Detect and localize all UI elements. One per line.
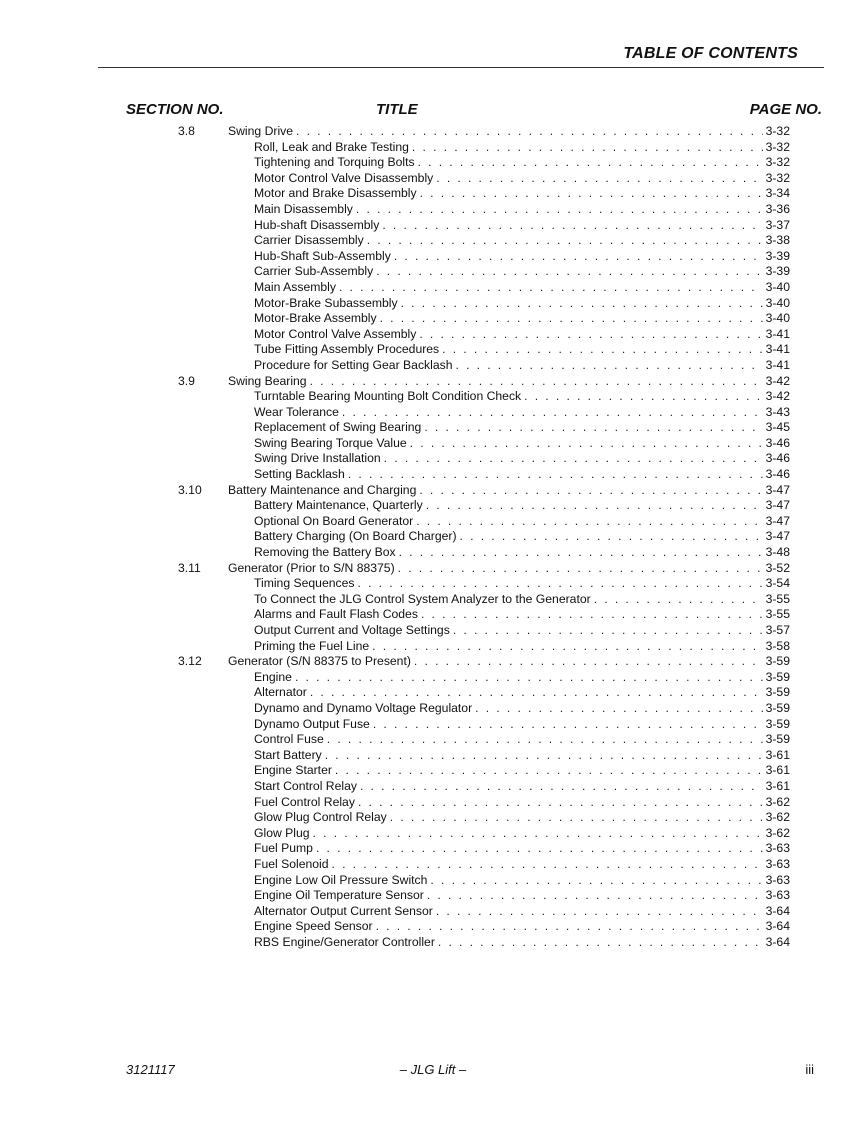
toc-page-number[interactable]: 3-64 (765, 934, 790, 949)
toc-entry[interactable] (0, 358, 866, 374)
toc-entry[interactable] (0, 483, 866, 499)
toc-entry-title[interactable]: Swing Drive Installation (254, 451, 381, 466)
toc-page-number[interactable]: 3-63 (765, 872, 790, 887)
toc-entry-title[interactable]: Wear Tolerance (254, 404, 339, 419)
toc-entry-title[interactable]: Tube Fitting Assembly Procedures (254, 342, 440, 357)
toc-entry[interactable] (0, 919, 866, 935)
toc-entry-title[interactable]: Replacement of Swing Bearing (254, 420, 422, 435)
toc-page-number[interactable]: 3-42 (765, 373, 790, 388)
toc-leader-line (254, 873, 790, 889)
toc-leader-line (228, 654, 790, 670)
toc-leader-line (254, 202, 790, 218)
toc-entry[interactable] (0, 748, 866, 764)
toc-entry-title[interactable]: Main Assembly (254, 279, 336, 294)
toc-page-number[interactable]: 3-48 (765, 545, 790, 560)
dot-leader (456, 358, 763, 374)
toc-entry[interactable] (0, 779, 866, 795)
toc-entry[interactable] (0, 374, 866, 390)
toc-entry-title[interactable]: Engine Starter (254, 763, 332, 778)
toc-leader-line (254, 545, 790, 561)
dot-leader (335, 763, 763, 779)
toc-entry-title[interactable]: Start Battery (254, 747, 322, 762)
toc-section-number: 3.12 (178, 654, 202, 669)
toc-entry-title[interactable]: RBS Engine/Generator Controller (254, 934, 435, 949)
toc-entry[interactable] (0, 717, 866, 733)
toc-leader-line (254, 311, 790, 327)
dot-leader (436, 904, 763, 920)
toc-entry[interactable] (0, 670, 866, 686)
toc-leader-line (254, 358, 790, 374)
dot-leader (410, 436, 763, 452)
toc-entry[interactable] (0, 826, 866, 842)
toc-page-number[interactable]: 3-41 (765, 326, 790, 341)
dot-leader (376, 264, 762, 280)
toc-leader-line (254, 233, 790, 249)
dot-leader (310, 685, 763, 701)
toc-leader-line (254, 514, 790, 530)
toc-entry-title[interactable]: Optional On Board Generator (254, 513, 414, 528)
toc-entry[interactable] (0, 935, 866, 951)
toc-entry[interactable] (0, 124, 866, 140)
dot-leader (416, 514, 762, 530)
dot-leader (356, 202, 763, 218)
column-header-section: SECTION NO. (126, 101, 224, 118)
dot-leader (594, 592, 763, 608)
toc-page-number[interactable]: 3-64 (765, 903, 790, 918)
dot-leader (427, 888, 763, 904)
toc-entry-title[interactable]: Fuel Pump (254, 841, 313, 856)
toc-page-number[interactable]: 3-63 (765, 888, 790, 903)
toc-entry[interactable] (0, 342, 866, 358)
toc-leader-line (254, 623, 790, 639)
toc-entry[interactable] (0, 420, 866, 436)
toc-entry[interactable] (0, 904, 866, 920)
toc-leader-line (254, 342, 790, 358)
toc-page-number[interactable]: 3-64 (765, 919, 790, 934)
toc-entry-title[interactable]: Start Control Relay (254, 778, 357, 793)
toc-leader-line (254, 405, 790, 421)
toc-page-number[interactable]: 3-39 (765, 248, 790, 263)
toc-page-number[interactable]: 3-42 (765, 389, 790, 404)
toc-entry[interactable] (0, 639, 866, 655)
table-of-contents (0, 124, 866, 950)
toc-page-number[interactable]: 3-46 (765, 467, 790, 482)
dot-leader (358, 795, 763, 811)
toc-page-number[interactable]: 3-40 (765, 279, 790, 294)
toc-leader-line (254, 186, 790, 202)
toc-page-number[interactable]: 3-55 (765, 591, 790, 606)
toc-leader-line (254, 639, 790, 655)
toc-entry[interactable] (0, 607, 866, 623)
toc-page-number[interactable]: 3-32 (765, 139, 790, 154)
toc-entry[interactable] (0, 561, 866, 577)
toc-entry-title[interactable]: Hub-Shaft Sub-Assembly (254, 248, 391, 263)
dot-leader (382, 218, 762, 234)
toc-page-number[interactable]: 3-47 (765, 482, 790, 497)
dot-leader (332, 857, 763, 873)
dot-leader (372, 639, 762, 655)
toc-page-number[interactable]: 3-32 (765, 170, 790, 185)
toc-entry-title[interactable]: Generator (S/N 88375 to Present) (228, 654, 411, 669)
toc-entry[interactable] (0, 888, 866, 904)
toc-leader-line (254, 685, 790, 701)
toc-page-number[interactable]: 3-32 (765, 124, 790, 138)
toc-entry-title[interactable]: Engine Speed Sensor (254, 919, 373, 934)
toc-page-number[interactable]: 3-41 (765, 342, 790, 357)
dot-leader (426, 498, 763, 514)
toc-entry-title[interactable]: Motor Control Valve Assembly (254, 326, 417, 341)
toc-leader-line (254, 529, 790, 545)
dot-leader (325, 748, 763, 764)
toc-page-number[interactable]: 3-45 (765, 420, 790, 435)
toc-entry-title[interactable]: Engine Low Oil Pressure Switch (254, 872, 428, 887)
toc-entry-title[interactable]: Battery Maintenance and Charging (228, 482, 417, 497)
toc-entry-title[interactable]: Battery Maintenance, Quarterly (254, 498, 423, 513)
toc-entry[interactable] (0, 810, 866, 826)
toc-page-number[interactable]: 3-59 (765, 685, 790, 700)
toc-page-number[interactable]: 3-62 (765, 810, 790, 825)
toc-entry-title[interactable]: Dynamo and Dynamo Voltage Regulator (254, 700, 473, 715)
toc-entry[interactable] (0, 701, 866, 717)
toc-leader-line (254, 810, 790, 826)
dot-leader (348, 467, 763, 483)
dot-leader (453, 623, 763, 639)
page-header-title: TABLE OF CONTENTS (623, 45, 798, 62)
toc-page-number[interactable]: 3-40 (765, 295, 790, 310)
toc-entry-title[interactable]: Priming the Fuel Line (254, 638, 370, 653)
dot-leader (339, 280, 763, 296)
dot-leader (373, 717, 763, 733)
toc-page-number[interactable]: 3-61 (765, 778, 790, 793)
dot-leader (376, 919, 763, 935)
toc-entry[interactable] (0, 155, 866, 171)
toc-page-number[interactable]: 3-34 (765, 186, 790, 201)
dot-leader (420, 186, 763, 202)
toc-entry[interactable] (0, 498, 866, 514)
dot-leader (316, 841, 763, 857)
toc-entry[interactable] (0, 451, 866, 467)
toc-page-number[interactable]: 3-46 (765, 435, 790, 450)
toc-entry[interactable] (0, 873, 866, 889)
toc-page-number[interactable]: 3-47 (765, 498, 790, 513)
dot-leader (412, 140, 763, 156)
toc-leader-line (254, 904, 790, 920)
toc-entry[interactable] (0, 296, 866, 312)
toc-page-number[interactable]: 3-55 (765, 607, 790, 622)
toc-entry-title[interactable]: Alternator Output Current Sensor (254, 903, 433, 918)
toc-leader-line (254, 763, 790, 779)
toc-entry-title[interactable]: Carrier Disassembly (254, 233, 364, 248)
toc-leader-line (254, 732, 790, 748)
toc-entry-title[interactable]: To Connect the JLG Control System Analyzer to the Generator (254, 591, 591, 606)
toc-leader-line (254, 748, 790, 764)
toc-leader-line (254, 140, 790, 156)
dot-leader (342, 405, 763, 421)
toc-leader-line (254, 935, 790, 951)
toc-entry[interactable] (0, 857, 866, 873)
dot-leader (310, 374, 763, 390)
toc-leader-line (254, 779, 790, 795)
toc-entry-title[interactable]: Output Current and Voltage Settings (254, 623, 450, 637)
toc-entry[interactable] (0, 685, 866, 701)
toc-leader-line (254, 857, 790, 873)
toc-page-number[interactable]: 3-47 (765, 513, 790, 528)
dot-leader (380, 311, 763, 327)
toc-leader-line (254, 327, 790, 343)
toc-entry[interactable] (0, 233, 866, 249)
toc-page-number[interactable]: 3-62 (765, 794, 790, 809)
dot-leader (358, 576, 763, 592)
toc-entry-title[interactable]: Motor and Brake Disassembly (254, 186, 417, 201)
toc-entry-title[interactable]: Swing Bearing Torque Value (254, 435, 407, 450)
toc-entry[interactable] (0, 763, 866, 779)
toc-page-number[interactable]: 3-59 (765, 654, 790, 669)
toc-entry-title[interactable]: Tightening and Torquing Bolts (254, 155, 415, 170)
dot-leader (419, 327, 762, 343)
dot-leader (394, 249, 763, 265)
toc-leader-line (254, 171, 790, 187)
dot-leader (296, 124, 763, 140)
toc-entry-title[interactable]: Roll, Leak and Brake Testing (254, 139, 409, 154)
toc-page-number[interactable]: 3-62 (765, 825, 790, 840)
toc-page-number[interactable]: 3-63 (765, 856, 790, 871)
dot-leader (475, 701, 762, 717)
toc-leader-line (228, 374, 790, 390)
dot-leader (295, 670, 763, 686)
column-header-title: TITLE (376, 101, 418, 118)
toc-entry[interactable] (0, 405, 866, 421)
toc-leader-line (228, 561, 790, 577)
toc-entry-title[interactable]: Swing Drive (228, 124, 294, 138)
toc-leader-line (254, 389, 790, 405)
dot-leader (419, 483, 762, 499)
toc-leader-line (254, 576, 790, 592)
toc-leader-line (254, 420, 790, 436)
toc-page-number[interactable]: 3-43 (765, 404, 790, 419)
toc-entry-title[interactable]: Glow Plug Control Relay (254, 810, 387, 825)
toc-entry[interactable] (0, 264, 866, 280)
toc-entry-title[interactable]: Main Disassembly (254, 201, 353, 216)
toc-leader-line (254, 280, 790, 296)
toc-page-number[interactable]: 3-54 (765, 576, 790, 591)
toc-entry[interactable] (0, 592, 866, 608)
dot-leader (421, 607, 763, 623)
toc-entry-title[interactable]: Engine Oil Temperature Sensor (254, 888, 424, 903)
toc-page-number[interactable]: 3-59 (765, 716, 790, 731)
toc-entry[interactable] (0, 186, 866, 202)
dot-leader (399, 545, 763, 561)
toc-entry[interactable] (0, 436, 866, 452)
toc-leader-line (254, 467, 790, 483)
toc-page-number[interactable]: 3-59 (765, 732, 790, 747)
toc-entry-title[interactable]: Dynamo Output Fuse (254, 716, 370, 731)
toc-section-number: 3.9 (178, 373, 195, 388)
toc-leader-line (254, 717, 790, 733)
toc-page-number[interactable]: 3-41 (765, 357, 790, 372)
dot-leader (414, 654, 763, 670)
dot-leader (384, 451, 763, 467)
toc-entry-title[interactable]: Removing the Battery Box (254, 545, 396, 560)
toc-entry-title[interactable]: Battery Charging (On Board Charger) (254, 529, 457, 544)
footer-doc-number: 3121117 (126, 1062, 175, 1077)
toc-section-number: 3.10 (178, 482, 202, 497)
toc-entry[interactable] (0, 327, 866, 343)
toc-leader-line (254, 701, 790, 717)
toc-page-number[interactable]: 3-47 (765, 529, 790, 544)
toc-entry[interactable] (0, 576, 866, 592)
toc-entry[interactable] (0, 654, 866, 670)
toc-page-number[interactable]: 3-58 (765, 638, 790, 653)
toc-entry-title[interactable]: Alarms and Fault Flash Codes (254, 607, 418, 622)
toc-entry-title[interactable]: Fuel Solenoid (254, 856, 329, 871)
toc-entry-title[interactable]: Hub-shaft Disassembly (254, 217, 380, 232)
toc-leader-line (254, 607, 790, 623)
toc-entry[interactable] (0, 623, 866, 639)
dot-leader (390, 810, 763, 826)
toc-entry[interactable] (0, 545, 866, 561)
toc-entry[interactable] (0, 795, 866, 811)
toc-entry[interactable] (0, 389, 866, 405)
toc-leader-line (254, 919, 790, 935)
toc-entry[interactable] (0, 467, 866, 483)
toc-page-number[interactable]: 3-59 (765, 700, 790, 715)
dot-leader (313, 826, 763, 842)
toc-entry-title[interactable]: Swing Bearing (228, 373, 307, 388)
dot-leader (398, 561, 763, 577)
toc-leader-line (254, 592, 790, 608)
toc-entry[interactable] (0, 280, 866, 296)
dot-leader (438, 935, 763, 951)
header-rule (98, 67, 824, 68)
toc-leader-line (228, 483, 790, 499)
toc-entry[interactable] (0, 202, 866, 218)
toc-entry-title[interactable]: Motor Control Valve Disassembly (254, 170, 434, 185)
toc-entry[interactable] (0, 140, 866, 156)
toc-entry-title[interactable]: Timing Sequences (254, 576, 355, 591)
dot-leader (442, 342, 762, 358)
toc-leader-line (254, 451, 790, 467)
toc-entry-title[interactable]: Motor-Brake Assembly (254, 311, 377, 326)
toc-entry-title[interactable]: Alternator (254, 685, 307, 700)
dot-leader (460, 529, 763, 545)
toc-leader-line (254, 264, 790, 280)
toc-entry[interactable] (0, 841, 866, 857)
toc-entry-title[interactable]: Engine (254, 669, 292, 684)
toc-section-number: 3.8 (178, 124, 195, 138)
dot-leader (430, 873, 762, 889)
toc-page-number[interactable]: 3-52 (765, 560, 790, 575)
toc-leader-line (254, 841, 790, 857)
toc-section-number: 3.11 (178, 560, 201, 575)
toc-page-number[interactable]: 3-38 (765, 233, 790, 248)
toc-entry-title[interactable]: Motor-Brake Subassembly (254, 295, 398, 310)
toc-entry-title[interactable]: Procedure for Setting Gear Backlash (254, 357, 453, 372)
toc-entry-title[interactable]: Turntable Bearing Mounting Bolt Condition Check (254, 389, 522, 404)
footer-page-number: iii (805, 1062, 814, 1077)
dot-leader (401, 296, 763, 312)
toc-leader-line (254, 218, 790, 234)
dot-leader (327, 732, 763, 748)
toc-entry-title[interactable]: Generator (Prior to S/N 88375) (228, 560, 395, 575)
toc-page-number[interactable]: 3-59 (765, 669, 790, 684)
toc-leader-line (254, 436, 790, 452)
toc-entry-title[interactable]: Fuel Control Relay (254, 794, 355, 809)
dot-leader (424, 420, 762, 436)
toc-leader-line (254, 155, 790, 171)
toc-entry-title[interactable]: Carrier Sub-Assembly (254, 264, 374, 279)
toc-entry[interactable] (0, 218, 866, 234)
toc-page-number[interactable]: 3-32 (765, 155, 790, 170)
toc-entry[interactable] (0, 529, 866, 545)
toc-page-number[interactable]: 3-36 (765, 201, 790, 216)
toc-leader-line (254, 826, 790, 842)
toc-entry-title[interactable]: Glow Plug (254, 825, 310, 840)
toc-page-number[interactable]: 3-57 (765, 623, 790, 637)
toc-page-number[interactable]: 3-63 (765, 841, 790, 856)
dot-leader (524, 389, 762, 405)
dot-leader (418, 155, 763, 171)
toc-page-number[interactable]: 3-40 (765, 311, 790, 326)
toc-leader-line (228, 124, 790, 140)
toc-leader-line (254, 249, 790, 265)
toc-page-number[interactable]: 3-61 (765, 747, 790, 762)
toc-page-number[interactable]: 3-37 (765, 217, 790, 232)
toc-entry[interactable] (0, 732, 866, 748)
toc-page-number[interactable]: 3-46 (765, 451, 790, 466)
toc-leader-line (254, 498, 790, 514)
toc-entry[interactable] (0, 249, 866, 265)
toc-leader-line (254, 888, 790, 904)
toc-leader-line (254, 795, 790, 811)
dot-leader (360, 779, 763, 795)
toc-entry[interactable] (0, 514, 866, 530)
toc-entry-title[interactable]: Setting Backlash (254, 467, 345, 482)
dot-leader (436, 171, 762, 187)
toc-entry-title[interactable]: Control Fuse (254, 732, 324, 747)
footer-brand: – JLG Lift – (399, 1062, 467, 1077)
toc-entry[interactable] (0, 311, 866, 327)
column-header-page: PAGE NO. (749, 101, 822, 118)
toc-page-number[interactable]: 3-61 (765, 763, 790, 778)
dot-leader (367, 233, 763, 249)
toc-page-number[interactable]: 3-39 (765, 264, 790, 279)
toc-leader-line (254, 296, 790, 312)
toc-leader-line (254, 670, 790, 686)
toc-entry[interactable] (0, 171, 866, 187)
